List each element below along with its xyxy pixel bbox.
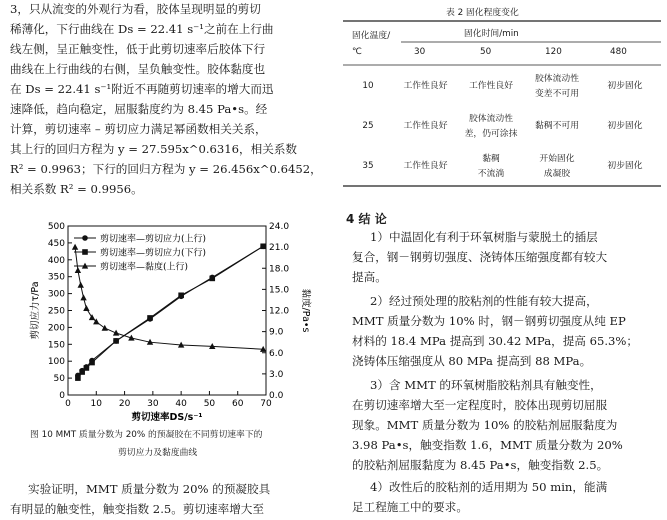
text-line: 实验证明，MMT 质量分数为 20% 的预凝胶具	[28, 482, 271, 496]
time-header: 120	[545, 47, 562, 57]
data-point	[89, 314, 95, 320]
y-left-axis-label: 剪切应力τ/Pa	[30, 281, 41, 340]
x-tick-label: 10	[90, 399, 103, 409]
text-line: 足工程施工中的要求。	[352, 500, 468, 514]
text-line: 3.98 Pa•s，触变指数 1.6，MMT 质量分数为 20%	[352, 438, 623, 452]
y-left-tick-label: 450	[47, 238, 65, 249]
legend	[74, 233, 206, 273]
text-line: 3）含 MMT 的环氧树脂胶粘剂具有触变性，	[370, 378, 602, 392]
y-right-tick-label: 15.0	[269, 285, 290, 296]
x-axis-label: 剪切速率DS/s⁻¹	[131, 412, 203, 423]
text-line: 复合，钢－钢剪切强度、浇铸体压缩强度都有较大	[352, 250, 608, 264]
data-point	[113, 330, 119, 336]
y-left-tick-label: 50	[53, 374, 65, 385]
x-tick-label: 40	[175, 399, 187, 409]
y-right-tick-label: 3.0	[269, 369, 284, 380]
text-line: 现象。MMT 质量分数为 10% 的胶粘剂屈服黏度为	[352, 418, 618, 432]
legend-marker	[82, 249, 88, 255]
text-line: R² = 0.9963；下行的回归方程为 y = 26.456x^0.6452，	[10, 162, 322, 176]
text-line: 提高。	[352, 270, 387, 284]
data-point	[80, 294, 86, 300]
text-line: 3，只从流变的外观行为看，胶体呈现明显的剪切	[10, 2, 261, 16]
table-cell: 工作性良好	[403, 81, 448, 91]
text-line: 在 Ds = 22.41 s⁻¹附近不再随剪切速率的增大而迅	[10, 82, 274, 96]
table-cell: 胶体流动性 差，仍可涂抹	[464, 114, 518, 139]
legend-label: 剪切速率—剪切应力(下行)	[100, 248, 207, 259]
x-tick-label: 50	[203, 399, 216, 409]
text-line: 4）改性后的胶粘剂的适用期为 50 min，能满	[370, 480, 608, 494]
text-line: 材料的 18.4 MPa 提高到 30.42 MPa，提高 65.3%；	[352, 334, 639, 348]
y-right-tick-label: 18.0	[269, 264, 290, 275]
text-line: 曲线在上行曲线的右侧，呈负触变性。胶体黏度也	[10, 62, 266, 76]
y-right-axis-label: 黏度/Pa•s	[300, 288, 311, 333]
y-left-tick-label: 400	[47, 255, 65, 266]
x-tick-label: 20	[118, 399, 131, 409]
table-cell: 初步固化	[607, 161, 643, 171]
table-cell-temp: 35	[362, 161, 374, 171]
time-header: 50	[480, 47, 492, 57]
data-point	[147, 315, 153, 321]
data-point	[102, 325, 108, 331]
data-point	[113, 338, 119, 344]
text-line: 有明显的触变性，触变指数 2.5。剪切速率增大至	[10, 502, 264, 516]
y-left-tick-label: 300	[47, 289, 65, 300]
table-cell-temp: 25	[362, 121, 374, 131]
y-left-tick-label: 200	[47, 323, 65, 334]
table-cell: 黏稠不可用	[535, 121, 579, 131]
table-cell: 工作性良好	[403, 161, 448, 171]
y-right-tick-label: 9.0	[269, 327, 284, 338]
caption-line: 剪切应力及黏度曲线	[118, 448, 198, 458]
text-line: 速降低，趋向稳定，屈服黏度约为 8.45 Pa•s。经	[10, 102, 268, 116]
table-head-temp: 固化温度/℃	[352, 31, 391, 57]
table-cell: 工作性良好	[403, 121, 448, 131]
y-left-tick-label: 100	[47, 357, 65, 368]
y-left-tick-label: 350	[47, 272, 65, 283]
table-cell: 初步固化	[607, 81, 643, 91]
data-point	[78, 282, 84, 288]
legend-label: 剪切速率—剪切应力(上行)	[100, 234, 207, 245]
y-right-tick-label: 6.0	[269, 348, 284, 359]
time-header: 30	[414, 47, 426, 57]
data-point	[178, 292, 184, 298]
table-cell: 开始固化 成凝胶	[539, 154, 575, 179]
text-line: 相关系数 R² = 0.9956。	[10, 182, 143, 196]
y-left-tick-label: 150	[47, 340, 65, 351]
legend-marker	[82, 235, 88, 241]
text-line: 1）中温固化有利于环氧树脂与蒙脱土的插层	[370, 230, 598, 244]
table-cell: 黏稠 不流淌	[477, 154, 505, 179]
table-cell-temp: 10	[362, 81, 374, 91]
data-point	[83, 305, 89, 311]
data-point	[89, 360, 95, 366]
table-cell: 胶体流动性 变差不可用	[535, 74, 579, 99]
text-line: 的胶粘剂屈服黏度为 8.45 Pa•s，触变指数 2.5。	[352, 458, 609, 472]
table-head-time: 固化时间/min	[464, 29, 519, 39]
text-line: 浇铸体压缩强度从 80 MPa 提高到 88 MPa。	[352, 354, 592, 368]
table-cell: 工作性良好	[469, 81, 513, 91]
y-right-tick-label: 21.0	[269, 243, 290, 254]
section-title: 4 结 论	[346, 212, 387, 226]
text-line: 2）经过预处理的胶粘剂的性能有较大提高，	[370, 294, 598, 308]
legend-label: 剪切速率—黏度(上行)	[100, 262, 189, 273]
data-point	[75, 375, 81, 381]
y-left-tick-label: 500	[47, 222, 65, 232]
text-line: MMT 质量分数为 10% 时，钢－钢剪切强度从纯 EP	[352, 314, 626, 328]
text-line: 在剪切速率增大至一定程度时，胶体出现剪切屈服	[352, 398, 608, 412]
data-point	[72, 244, 78, 250]
x-tick-label: 60	[231, 399, 244, 409]
time-header: 480	[610, 47, 627, 57]
data-point	[260, 243, 266, 249]
figure-10-chart	[6, 212, 326, 424]
data-point	[75, 267, 81, 273]
text-line: 线左侧，呈正触变性，低于此剪切速率后胶体下行	[10, 42, 266, 56]
table-cell: 初步固化	[607, 121, 643, 131]
table-title: 表 2 固化程度变化	[446, 8, 519, 18]
x-tick-label: 0	[65, 399, 71, 409]
text-line: 稀薄化，下行曲线在 Ds = 22.41 s⁻¹之前在上行曲	[10, 22, 274, 36]
x-tick-label: 30	[147, 399, 159, 409]
y-right-tick-label: 12.0	[269, 306, 290, 317]
caption-line: 图 10 MMT 质量分数为 20% 的预凝胶在不同剪切速率下的	[30, 430, 263, 440]
text-line: 计算，剪切速率 – 剪切应力满足幂函数相关关系，	[10, 122, 267, 136]
data-point	[84, 365, 90, 371]
y-left-tick-label: 0	[59, 391, 65, 401]
data-point	[209, 276, 215, 282]
text-line: 其上行的回归方程为 y = 27.595x^0.6316，相关系数	[10, 142, 298, 156]
y-right-tick-label: 0.0	[269, 391, 284, 401]
x-tick-label: 70	[260, 399, 272, 409]
y-right-tick-label: 24.0	[269, 222, 290, 232]
y-left-tick-label: 250	[47, 306, 65, 317]
